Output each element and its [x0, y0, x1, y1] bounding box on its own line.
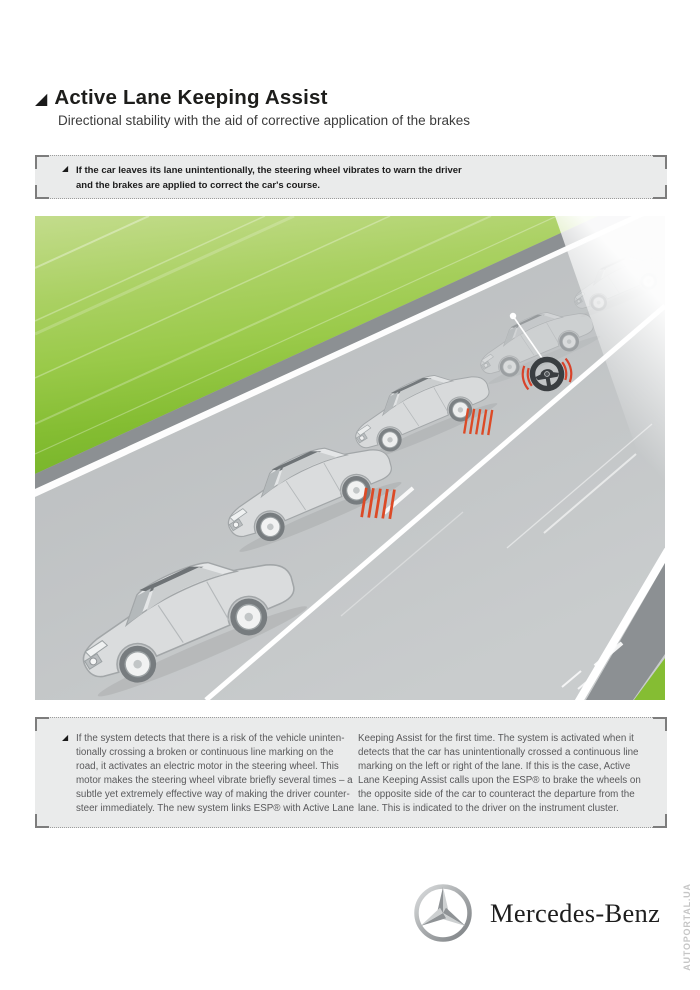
text-line: motor makes the steering wheel vibrate briefly several times – a	[76, 774, 353, 786]
bullet-triangle-icon: ◢	[62, 164, 69, 173]
text-line: lane. This is indicated to the driver on the instrument cluster.	[358, 802, 619, 814]
section-marker-icon: ◢	[35, 89, 48, 108]
description-column-right	[358, 732, 658, 815]
mercedes-star-icon	[411, 881, 475, 945]
text-line: steer immediately. The new system links ESP® with Active Lane	[76, 802, 355, 814]
text-line: the opposite side of the car to counteract the departure from the	[358, 788, 635, 800]
corner-bracket-icon	[35, 155, 49, 169]
page-title: Active Lane Keeping Assist	[54, 86, 328, 109]
corner-bracket-icon	[35, 185, 49, 199]
brand-logo	[411, 881, 660, 945]
text-line: subtle yet extremely effective way of making the driver counter-	[76, 788, 350, 800]
text-line: detects that the car has unintentionally crossed a continuous line	[358, 746, 639, 758]
text-line: marking on the left or right of the lane. If this is the case, Active	[358, 760, 631, 772]
brand-wordmark: Mercedes-Benz	[490, 897, 661, 928]
text-line: Keeping Assist for the first time. The system is activated when it	[358, 733, 634, 744]
corner-bracket-icon	[653, 185, 667, 199]
text-line: Lane Keeping Assist calls upon the ESP® to brake the wheels on	[358, 774, 641, 786]
page-subtitle: Directional stability with the aid of corrective application of the brakes	[58, 113, 470, 128]
watermark	[678, 878, 696, 975]
bullet-triangle-icon: ◢	[62, 733, 69, 742]
text-line: If the system detects that there is a risk of the vehicle uninten-	[76, 733, 345, 744]
description-box	[35, 717, 667, 828]
corner-bracket-icon	[35, 717, 49, 731]
text-line: road, it activates an electric motor in the steering wheel. This	[76, 760, 339, 772]
callout-dot	[510, 313, 516, 319]
header	[35, 86, 470, 128]
corner-bracket-icon	[35, 814, 49, 828]
corner-bracket-icon	[653, 717, 667, 731]
corner-bracket-icon	[653, 814, 667, 828]
text-line: tionally crossing a broken or continuous line marking on the	[76, 746, 334, 758]
summary-line: If the car leaves its lane unintentionally, the steering wheel vibrates to warn the driver	[76, 165, 462, 176]
corner-bracket-icon	[653, 155, 667, 169]
lane-keeping-illustration	[35, 216, 665, 700]
watermark-text: AUTOPORTAL.UA	[682, 882, 693, 971]
summary-line: and the brakes are applied to correct the car's course.	[76, 180, 321, 191]
description-column-left	[76, 732, 366, 815]
summary-callout-box	[35, 155, 667, 199]
